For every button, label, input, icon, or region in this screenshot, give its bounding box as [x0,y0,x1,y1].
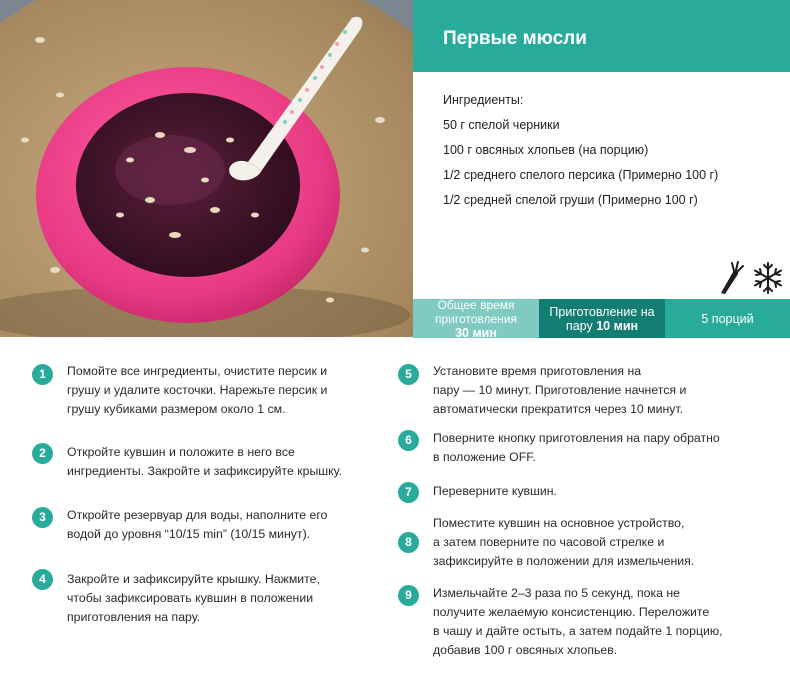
step-line: грушу кубиками размером около 1 см. [67,402,286,416]
step-number: 6 [398,430,419,451]
ingredients-heading: Ингредиенты: [443,93,524,107]
portions-cell [665,299,790,338]
step-text [67,506,327,544]
carrot-icon [721,262,743,294]
step-text [67,362,327,419]
step-line: Поместите кувшин на основное устройство, [433,516,685,530]
total-time-label-2: приготовления [434,311,518,326]
step-line: грушу и удалите косточки. Нарежьте персик и [67,383,328,397]
step-line: добавив 100 г овсяных хлопьев. [433,643,618,657]
step-line: чтобы зафиксировать кувшин в положении [67,591,314,605]
ingredient-item: 1/2 средней спелой груши (Примерно 100 г) [443,193,698,207]
total-time-value: 30 мин [455,325,497,340]
step-line: Помойте все ингредиенты, очистите персик и [67,364,328,378]
step-line: получите желаемую консистенцию. Переложите [433,605,710,619]
step-number: 2 [32,443,53,464]
ingredient-item: 1/2 среднего спелого персика (Примерно 100 г) [443,168,719,182]
step-number: 1 [32,364,53,385]
steam-time-value: 10 мин [596,318,639,333]
ingredient-item: 100 г овсяных хлопьев (на порцию) [443,143,649,157]
step-line: Поверните кнопку приготовления на пару обратно [433,431,720,445]
step-text [433,514,694,571]
portions-value: 5 порций [701,311,754,326]
step-text [433,482,557,501]
info-bar [413,299,790,338]
step-line: Откройте резервуар для воды, наполните его [67,508,328,522]
muesli-bowl-illustration [0,0,413,337]
step-line: в чашу и дайте остыть, а затем подайте 1 порцию, [433,624,723,638]
step-text [433,362,686,419]
ingredients-list [443,92,773,217]
step-text [67,570,320,627]
step-line: а затем поверните по часовой стрелке и [433,535,665,549]
steam-time-cell [539,299,665,338]
step-line: водой до уровня “10/15 min” (10/15 минут). [67,527,311,541]
step-line: пару — 10 минут. Приготовление начнется и [433,383,687,397]
step-number: 9 [398,585,419,606]
title-band [413,0,790,72]
total-time-label: Общее время [437,297,515,312]
step-line: Закройте и зафиксируйте крышку. Нажмите, [67,572,320,586]
step-number: 8 [398,532,419,553]
step-number: 3 [32,507,53,528]
step-line: Измельчайте 2–3 раза по 5 секунд, пока не [433,586,681,600]
step-line: автоматически прекратится через 10 минут. [433,402,684,416]
step-number: 7 [398,482,419,503]
step-line: в положение OFF. [433,450,536,464]
ingredient-item: 50 г спелой черники [443,118,560,132]
step-line: зафиксируйте в положении для измельчения. [433,554,695,568]
step-text [433,584,723,660]
step-line: Откройте кувшин и положите в него все [67,445,295,459]
step-line: Переверните кувшин. [433,484,557,498]
recipe-photo [0,0,413,337]
step-number: 5 [398,364,419,385]
step-text [67,443,342,481]
step-line: ингредиенты. Закройте и зафиксируйте крышку. [67,464,342,478]
steam-time-label: Приготовление на [549,304,655,319]
recipe-title: Первые мюсли [443,28,587,49]
step-number: 4 [32,569,53,590]
step-text [433,429,720,467]
step-line: приготовления на пару. [67,610,201,624]
diet-icons [716,260,786,296]
snowflake-icon [755,263,781,293]
total-time-cell [413,299,539,338]
steam-time-label-2: пару [565,318,593,333]
step-line: Установите время приготовления на [433,364,642,378]
